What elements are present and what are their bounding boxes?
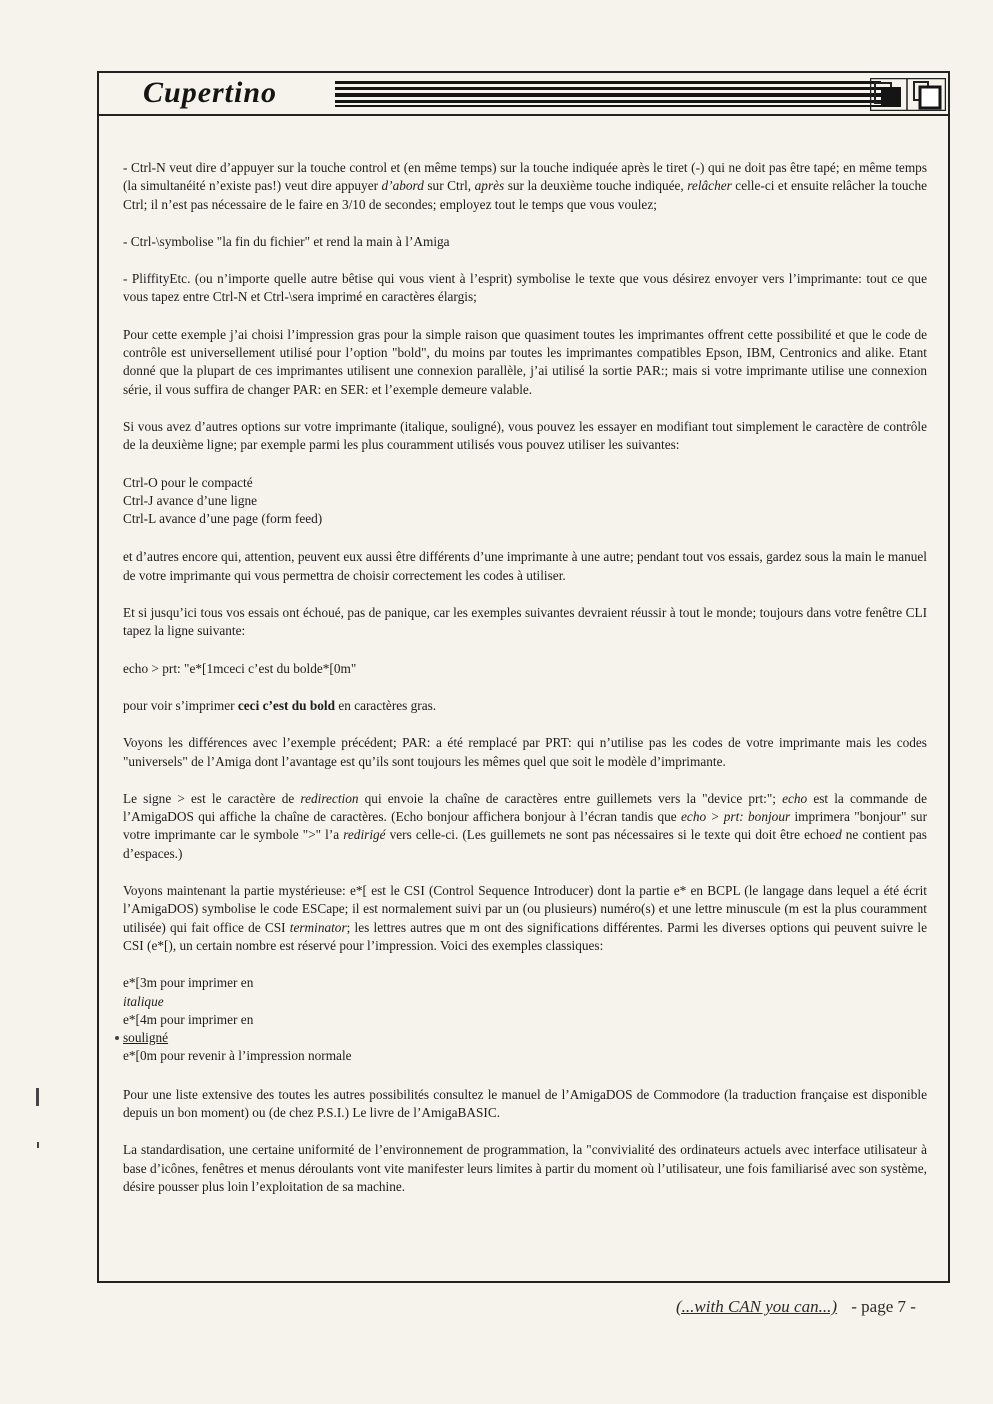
paragraph — [123, 233, 927, 251]
text-run: vers celle-ci. (Les guillemets ne sont pas nécessaires si le texte qui doit être echo — [385, 827, 830, 843]
text-run: imprimera "bonjour" sur votre imprimante car le symbole ">" l’a — [123, 809, 927, 843]
text-run: Et si jusqu’ici tous vos essais ont échoué, pas de panique, car les exemples suivantes devraient réussir à tout le monde; toujours dans votre fenêtre CLI tapez la ligne suivante: — [123, 605, 927, 639]
text-run: terminator — [289, 919, 347, 935]
text-run: La standardisation, une certaine uniformité de l’environnement de programmation, la "convivialité des ordinateurs actuels avec interface utilisateur à base d’icônes, fenêtres et menus déroulants vont vite manifester leurs limites à partir du moment où l’utilisateur, une fois familiarisé avec son système, désire pousser plus loin l’exploitation de sa machine. — [123, 1142, 927, 1194]
paragraph — [123, 326, 927, 399]
paragraph — [123, 882, 927, 955]
paragraph — [123, 604, 927, 641]
list-item — [123, 510, 927, 528]
footer-motto: (...with CAN you can...) — [676, 1297, 838, 1316]
paragraph — [123, 548, 927, 585]
list-item — [123, 974, 927, 1011]
page-frame — [97, 71, 950, 1283]
paragraph — [123, 474, 927, 529]
text-run: sur la deuxième touche indiquée, — [504, 178, 688, 194]
paragraph — [123, 734, 927, 771]
margin-mark — [115, 1036, 119, 1040]
text-run: Le signe > est le caractère de — [123, 790, 301, 806]
header — [99, 73, 948, 116]
list-item — [123, 1011, 927, 1048]
article-body — [123, 159, 927, 1215]
paragraph — [123, 1086, 927, 1123]
paragraph — [123, 697, 927, 715]
page-number: - page 7 - — [851, 1297, 916, 1316]
text-run: - Ctrl-\symbolise "la fin du fichier" et rend la main à l’Amiga — [123, 233, 450, 249]
text-run: en caractères gras. — [335, 697, 437, 713]
text-run: après — [474, 178, 505, 194]
text-run: Si vous avez d’autres options sur votre imprimante (italique, souligné), vous pouvez les essayer en modifiant tout simplement le caractère de contrôle de la deuxième ligne; par exemple parmi les plus couramment utilisés vous pouvez utiliser les suivantes: — [123, 418, 927, 453]
list-item — [123, 474, 927, 492]
text-run: est la commande de l’AmigaDOS qui affiche la chaîne de caractères. (Echo bonjour affichera bonjour à l’écran tandis que — [123, 790, 927, 825]
paragraph — [123, 790, 927, 863]
header-stripes — [335, 81, 881, 107]
list-item — [123, 1047, 927, 1065]
paragraph — [123, 270, 927, 307]
paragraph — [123, 1141, 927, 1196]
paragraph — [123, 660, 927, 678]
text-run: Ctrl-L avance d’une page (form feed) — [123, 511, 323, 527]
text-run: Pour cette exemple j’ai choisi l’impression gras pour la simple raison que quasiment toutes les imprimantes offrent cette possibilité et que le code de contrôle est universellement utilisé pour l’option "bold", du moins par toutes les imprimantes compatibles Epson, IBM, Centronics and alike. Etant donné que la plupart de ces imprimantes utilisent une connexion parallèle, j’ai utilisé la sortie PAR:; mais si votre imprimante utilise une connexion série, il vous suffira de changer PAR: en SER: et l’exemple demeure valable. — [123, 326, 927, 397]
text-run: - PliffityEtc. (ou n’importe quelle autre bêtise qui vous vient à l’esprit) symbolise le texte que vous désirez envoyer vers l’imprimante: tout ce que vous tapez entre Ctrl-N et Ctrl-\sera imprimé en caractères élargis; — [123, 271, 927, 305]
text-run: Ctrl-O pour le compacté — [123, 474, 253, 490]
text-run: d’abord — [381, 178, 424, 194]
paragraph — [123, 418, 927, 455]
text-run: celle-ci et ensuite relâcher la touche Ctrl; il n’est pas nécessaire de le faire en 3/10 de secondes; employez tout le temps que vous voulez; — [123, 178, 927, 212]
text-run: italique — [123, 993, 164, 1009]
list-item — [123, 492, 927, 510]
text-run: - Ctrl-N veut dire d’appuyer sur la touche control et (en même temps) sur la touche indiquée après le tiret (-) qui ne doit pas être tapé; en même temps (la simultanéité n’existe pas!) veut dire appuyer — [123, 160, 927, 194]
text-run: redirection — [300, 790, 359, 806]
text-run: ceci c’est du bold — [237, 697, 335, 713]
text-run: Voyons maintenant la partie mystérieuse: e*[ est le CSI (Control Sequence Introducer) dont la partie e* en BCPL (le langage dans lequel a été écrit l’AmigaDOS) symbolise le code ESCape; il est normalement suivi par un (ou plusieurs) numéro(s) et une lettre minuscule (m est la plus couramment utilisée) qui fait office de CSI — [123, 883, 927, 935]
text-run: Voyons les différences avec l’exemple précédent; PAR: a été remplacé par PRT: qui n’utilise pas les codes de votre imprimante mais les codes "universels" de l’Amiga dont l’avantage est qu’ils sont toujours les mêmes quel que soit le modèle d’imprimante. — [123, 735, 927, 769]
logo-icon — [870, 78, 946, 111]
text-run: ed — [829, 827, 842, 843]
text-run: e*[4m pour imprimer en — [123, 1011, 254, 1027]
text-run: redirigé — [343, 827, 386, 843]
text-run: echo > prt: bonjour — [681, 809, 791, 825]
text-run: qui envoie la chaîne de caractères entre guillemets vers la "device prt:"; — [358, 790, 783, 806]
text-run: pour voir s’imprimer — [123, 697, 238, 713]
text-run: et d’autres encore qui, attention, peuvent eux aussi être différents d’une imprimante à une autre; pendant tout vos essais, gardez sous la main le manuel de votre imprimante qui vous permettra de choisir correctement les codes à utiliser. — [123, 549, 927, 583]
text-run: echo > prt: "e*[1mceci c’est du bolde*[0m" — [123, 660, 357, 676]
text-run: ; les lettres autres que m ont des significations différentes. Parmi les diverses options qui peuvent suivre le CSI (e*[), un certain nombre est réservé pour l’impression. Voici des exemples classiques: — [123, 919, 927, 953]
footer — [676, 1297, 916, 1317]
text-run: e*[3m pour imprimer en — [123, 975, 254, 991]
margin-mark — [36, 1088, 39, 1106]
paragraph — [123, 159, 927, 214]
text-run: echo — [782, 790, 808, 806]
paragraph — [123, 974, 927, 1065]
text-run: e*[0m pour revenir à l’impression normale — [123, 1048, 352, 1064]
text-run: Pour une liste extensive des toutes les autres possibilités consultez le manuel de l’AmigaDOS de Commodore (la traduction française est disponible depuis un bon moment) ou (de chez P.S.I.) Le livre de l’AmigaBASIC. — [123, 1086, 927, 1120]
page-title: Cupertino — [143, 76, 278, 109]
text-run: souligné — [123, 1030, 169, 1046]
text-run: relâcher — [687, 178, 732, 194]
margin-mark — [37, 1142, 39, 1148]
text-run: Ctrl-J avance d’une ligne — [123, 492, 258, 508]
text-run: ne contient pas d’espaces.) — [123, 827, 927, 861]
text-run: sur Ctrl, — [423, 178, 475, 194]
